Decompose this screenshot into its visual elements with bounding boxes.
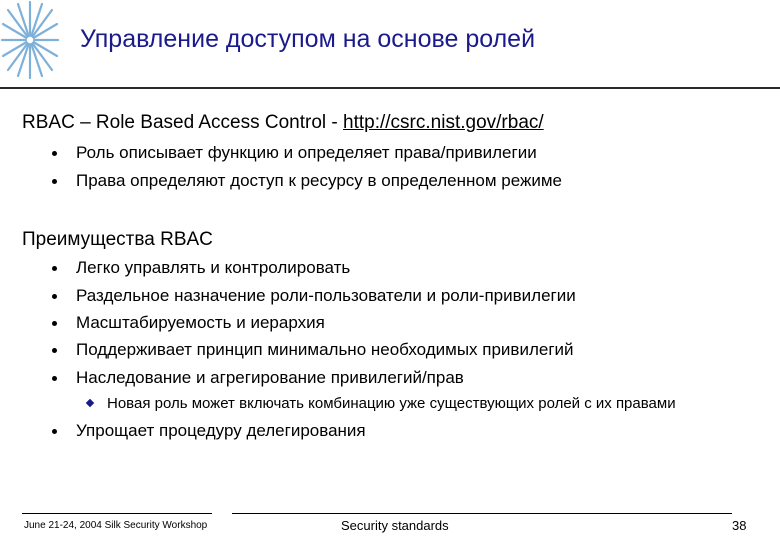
bullet-dot-icon: [52, 348, 57, 353]
bullet-dot-icon: [52, 294, 57, 299]
title-divider: [0, 87, 780, 89]
footer-divider-right: [232, 513, 732, 514]
section-heading-advantages: Преимущества RBAC: [22, 229, 213, 250]
bullet-dot-icon: [52, 266, 57, 271]
footer-event: June 21-24, 2004 Silk Security Workshop: [24, 520, 208, 531]
footer-divider-left: [22, 513, 212, 514]
rbac-heading-text: RBAC – Role Based Access Control -: [22, 112, 344, 133]
bullet-dot-icon: [52, 376, 57, 381]
bullet-dot-icon: [52, 429, 57, 434]
section-heading-rbac: [22, 112, 544, 134]
bullet-dot-icon: [52, 151, 57, 156]
footer-topic: Security standards: [341, 518, 449, 533]
star-logo-icon: [0, 0, 60, 80]
page-title: Управление доступом на основе ролей: [80, 25, 536, 53]
bullet-dot-icon: [52, 321, 57, 326]
bullet-dot-icon: [52, 179, 57, 184]
page-number: 38: [732, 518, 747, 533]
diamond-bullet-icon: [86, 399, 94, 407]
rbac-link[interactable]: http://csrc.nist.gov/rbac/: [343, 112, 544, 133]
